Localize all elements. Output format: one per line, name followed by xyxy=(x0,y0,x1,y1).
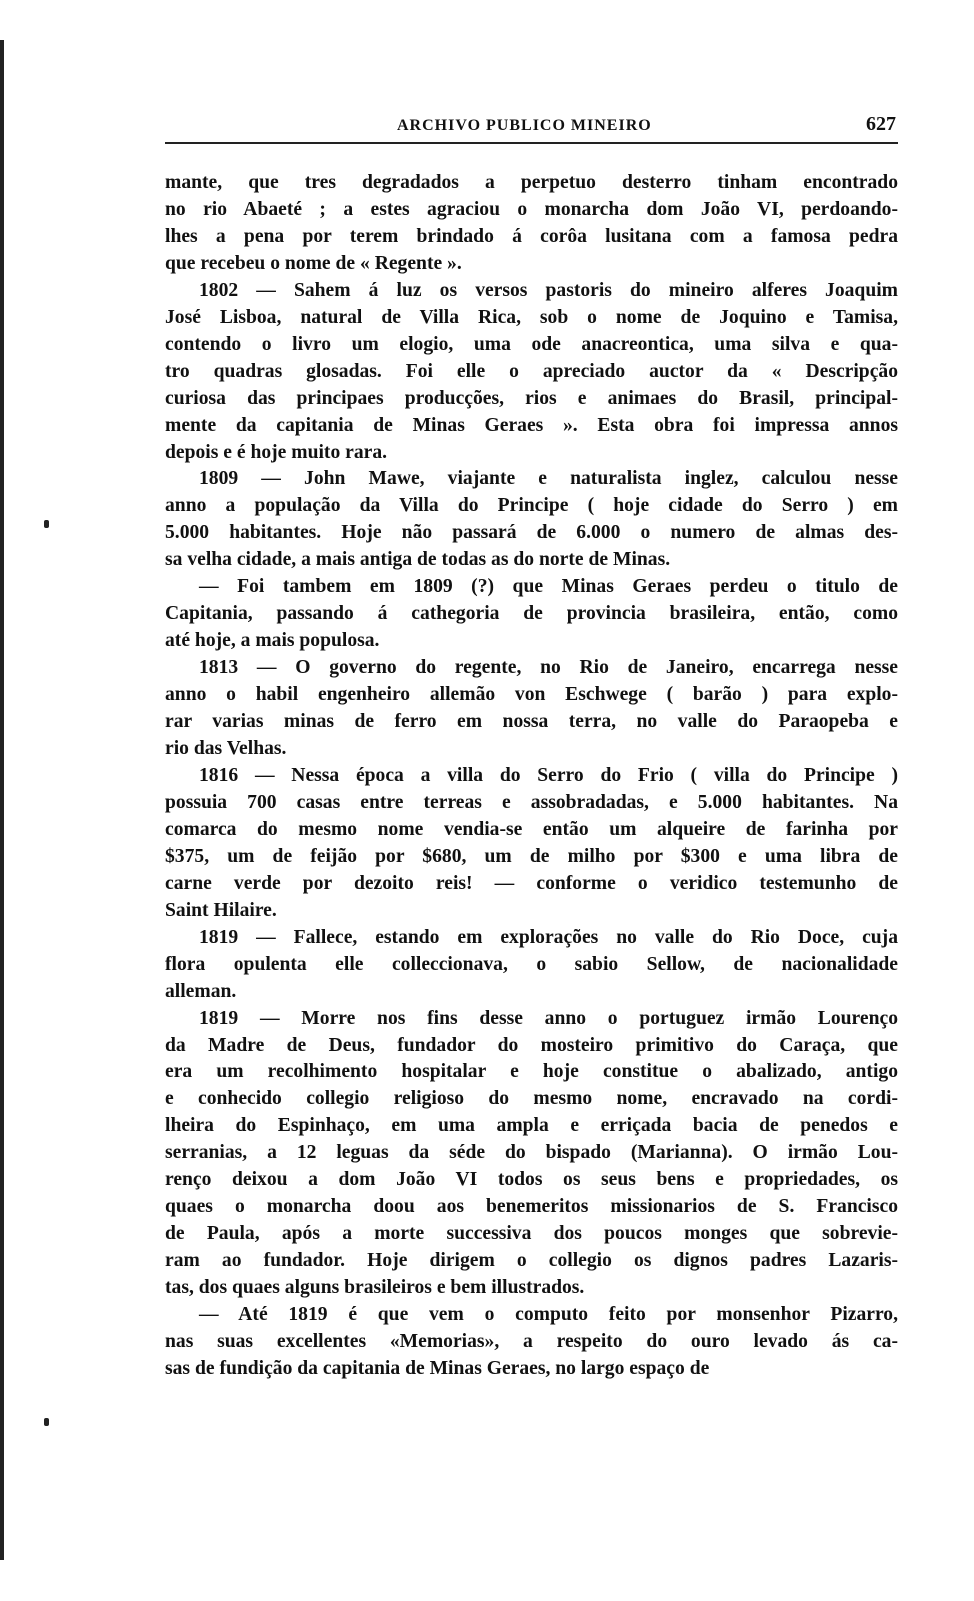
text-line: tro quadras glosadas. Foi elle o apreciado auctor da « Descripção xyxy=(165,360,898,382)
text-line: mente da capitania de Minas Geraes ». Esta obra foi impressa annos xyxy=(165,414,898,436)
text-line: no rio Abaeté ; a estes agraciou o monarcha dom João VI, perdoando- xyxy=(165,198,898,220)
text-line: anno o habil engenheiro allemão von Eschwege ( barão ) para explo- xyxy=(165,684,898,706)
text-line: Capitania, passando á cathegoria de provincia brasileira, então, como xyxy=(165,603,898,625)
text-line: até hoje, a mais populosa. xyxy=(165,630,380,652)
body-text xyxy=(165,170,898,1383)
text-line: possuia 700 casas entre terreas e assobradadas, e 5.000 habitantes. Na xyxy=(165,791,898,813)
text-line: nas suas excellentes «Memorias», a respeito do ouro levado ás ca- xyxy=(165,1330,898,1352)
text-line: mante, que tres degradados a perpetuo desterro tinham encontrado xyxy=(165,172,898,193)
text-line: contendo o livro um elogio, uma ode anacreontica, uma silva e qua- xyxy=(165,333,898,355)
text-line: 5.000 habitantes. Hoje não passará de 6.000 o numero de almas des- xyxy=(165,522,898,544)
text-line: alleman. xyxy=(165,980,237,1002)
text-line: — Até 1819 é que vem o computo feito por monsenhor Pizarro, xyxy=(199,1304,898,1326)
page-header xyxy=(165,110,898,144)
running-title: ARCHIVO PUBLICO MINEIRO xyxy=(397,117,652,134)
text-line: depois e é hoje muito rara. xyxy=(165,441,388,463)
text-line: e conhecido collegio religioso do mesmo nome, encravado na cordi- xyxy=(165,1088,898,1110)
text-line: quaes o monarcha doou aos benemeritos missionarios de S. Francisco xyxy=(165,1196,898,1218)
paragraph xyxy=(165,1302,898,1383)
text-line: sa velha cidade, a mais antiga de todas as do norte de Minas. xyxy=(165,549,671,571)
text-line: 1813 — O governo do regente, no Rio de Janeiro, encarrega nesse xyxy=(199,657,898,679)
scan-speck xyxy=(44,520,49,528)
text-line: ram ao fundador. Hoje dirigem o collegio os dignos padres Lazaris- xyxy=(165,1250,898,1272)
text-line: anno a população da Villa do Principe ( hoje cidade do Serro ) em xyxy=(165,495,898,517)
paragraph xyxy=(165,925,898,1006)
text-line: — Foi tambem em 1809 (?) que Minas Geraes perdeu o titulo de xyxy=(199,576,898,598)
text-line: serranias, a 12 leguas da séde do bispado (Marianna). O irmão Lou- xyxy=(165,1142,898,1164)
text-line: lheira do Espinhaço, em uma ampla e erriçada bacia de penedos e xyxy=(165,1115,898,1137)
text-line: 1809 — John Mawe, viajante e naturalista inglez, calculou nesse xyxy=(199,468,898,490)
paragraph xyxy=(165,466,898,574)
text-line: curiosa das principaes producções, rios e animaes do Brasil, principal- xyxy=(165,387,898,409)
text-line: era um recolhimento hospitalar e hoje constitue o abalizado, antigo xyxy=(165,1061,898,1083)
paragraph xyxy=(165,1006,898,1302)
text-line: que recebeu o nome de « Regente ». xyxy=(165,252,462,274)
text-line: rar varias minas de ferro em nossa terra, no valle do Paraopeba e xyxy=(165,711,898,733)
scan-speck xyxy=(44,1418,49,1426)
text-line: lhes a pena por terem brindado á corôa lusitana com a famosa pedra xyxy=(165,225,898,247)
text-line: comarca do mesmo nome vendia-se então um alqueire de farinha por xyxy=(165,818,898,840)
paragraph xyxy=(165,763,898,925)
text-line: José Lisboa, natural de Villa Rica, sob o nome de Joquino e Tamisa, xyxy=(165,306,898,328)
text-line: rio das Velhas. xyxy=(165,738,287,760)
text-line: tas, dos quaes alguns brasileiros e bem illustrados. xyxy=(165,1277,585,1299)
text-line: 1816 — Nessa época a villa do Serro do Frio ( villa do Principe ) xyxy=(199,764,898,786)
paragraph xyxy=(165,655,898,763)
paragraph xyxy=(165,170,898,278)
text-line: da Madre de Deus, fundador do mosteiro primitivo do Caraça, que xyxy=(165,1034,898,1056)
scan-left-border xyxy=(0,40,4,1560)
text-line: flora opulenta elle colleccionava, o sabio Sellow, de nacionalidade xyxy=(165,953,898,975)
text-line: carne verde por dezoito reis! — conforme o veridico testemunho de xyxy=(165,872,898,894)
text-line: 1819 — Fallece, estando em explorações no valle do Rio Doce, cuja xyxy=(199,926,898,948)
text-line: 1819 — Morre nos fins desse anno o portuguez irmão Lourenço xyxy=(199,1007,898,1029)
text-line: sas de fundição da capitania de Minas Geraes, no largo espaço de xyxy=(165,1357,710,1379)
text-line: Saint Hilaire. xyxy=(165,899,277,921)
paragraph xyxy=(165,574,898,655)
text-line: de Paula, após a morte successiva dos poucos monges que sobrevie- xyxy=(165,1223,898,1245)
paragraph xyxy=(165,278,898,467)
text-line: $375, um de feijão por $680, um de milho por $300 e uma libra de xyxy=(165,845,898,867)
text-line: renço deixou a dom João VI todos os seus bens e propriedades, os xyxy=(165,1169,898,1191)
text-line: 1802 — Sahem á luz os versos pastoris do mineiro alferes Joaquim xyxy=(199,279,898,301)
page-number: 627 xyxy=(866,113,896,135)
